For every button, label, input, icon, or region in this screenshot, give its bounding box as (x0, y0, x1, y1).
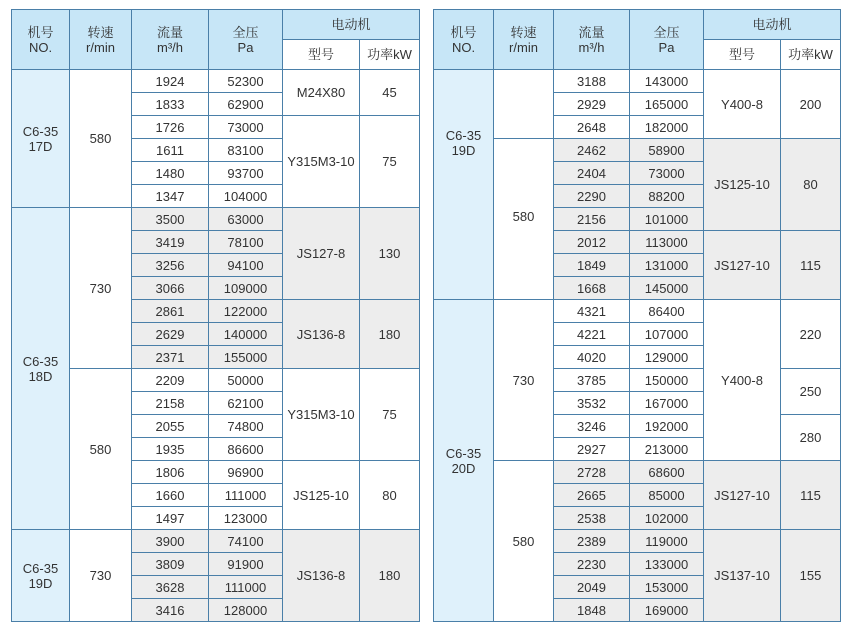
header-motor-type: 型号 (704, 40, 781, 70)
motor-power-cell: 130 (360, 208, 420, 300)
motor-type-cell: Y400-8 (704, 300, 781, 461)
flow-cell: 2055 (132, 415, 209, 438)
motor-power-cell: 80 (781, 139, 841, 231)
flow-cell: 3785 (554, 369, 630, 392)
flow-cell: 2156 (554, 208, 630, 231)
motor-power-cell: 280 (781, 415, 841, 461)
flow-cell: 2929 (554, 93, 630, 116)
header-speed: 转速 r/min (494, 10, 554, 70)
flow-cell: 3188 (554, 70, 630, 93)
pressure-cell: 68600 (630, 461, 704, 484)
motor-power-cell: 180 (360, 300, 420, 369)
pressure-cell: 73000 (630, 162, 704, 185)
flow-cell: 3066 (132, 277, 209, 300)
pressure-cell: 122000 (209, 300, 283, 323)
flow-cell: 1497 (132, 507, 209, 530)
speed-cell (494, 70, 554, 139)
pressure-cell: 128000 (209, 599, 283, 622)
flow-cell: 3416 (132, 599, 209, 622)
motor-power-cell: 200 (781, 70, 841, 139)
flow-cell: 1668 (554, 277, 630, 300)
flow-cell: 2290 (554, 185, 630, 208)
pressure-cell: 153000 (630, 576, 704, 599)
pressure-cell: 74100 (209, 530, 283, 553)
flow-cell: 2158 (132, 392, 209, 415)
speed-cell: 580 (494, 139, 554, 300)
flow-cell: 3419 (132, 231, 209, 254)
pressure-cell: 102000 (630, 507, 704, 530)
pressure-cell: 182000 (630, 116, 704, 139)
motor-type-cell: Y315M3-10 (283, 116, 360, 208)
header-flow: 流量 m³/h (554, 10, 630, 70)
motor-power-cell: 155 (781, 530, 841, 622)
pressure-cell: 123000 (209, 507, 283, 530)
flow-cell: 1347 (132, 185, 209, 208)
pressure-cell: 213000 (630, 438, 704, 461)
pressure-cell: 131000 (630, 254, 704, 277)
flow-cell: 2404 (554, 162, 630, 185)
speed-cell: 580 (70, 369, 132, 530)
pressure-cell: 133000 (630, 553, 704, 576)
pressure-cell: 113000 (630, 231, 704, 254)
pressure-cell: 140000 (209, 323, 283, 346)
motor-type-cell: JS137-10 (704, 530, 781, 622)
flow-cell: 2462 (554, 139, 630, 162)
motor-type-cell: Y400-8 (704, 70, 781, 139)
flow-cell: 2049 (554, 576, 630, 599)
header-pressure: 全压 Pa (630, 10, 704, 70)
flow-cell: 3628 (132, 576, 209, 599)
pressure-cell: 145000 (630, 277, 704, 300)
motor-type-cell: JS125-10 (704, 139, 781, 231)
flow-cell: 3256 (132, 254, 209, 277)
pressure-cell: 78100 (209, 231, 283, 254)
pressure-cell: 143000 (630, 70, 704, 93)
fan-spec-table-left (11, 9, 420, 622)
pressure-cell: 165000 (630, 93, 704, 116)
flow-cell: 4020 (554, 346, 630, 369)
pressure-cell: 96900 (209, 461, 283, 484)
pressure-cell: 155000 (209, 346, 283, 369)
header-motor-type: 型号 (283, 40, 360, 70)
flow-cell: 2665 (554, 484, 630, 507)
flow-cell: 2629 (132, 323, 209, 346)
header-flow: 流量 m³/h (132, 10, 209, 70)
flow-cell: 2648 (554, 116, 630, 139)
flow-cell: 1660 (132, 484, 209, 507)
flow-cell: 2861 (132, 300, 209, 323)
model-cell: C6-35 19D (12, 530, 70, 622)
motor-type-cell: JS136-8 (283, 300, 360, 369)
pressure-cell: 104000 (209, 185, 283, 208)
header-motor: 电动机 (704, 10, 841, 40)
motor-power-cell: 115 (781, 231, 841, 300)
flow-cell: 1726 (132, 116, 209, 139)
motor-power-cell: 115 (781, 461, 841, 530)
pressure-cell: 107000 (630, 323, 704, 346)
header-motor: 电动机 (283, 10, 420, 40)
motor-type-cell: JS127-10 (704, 461, 781, 530)
pressure-cell: 74800 (209, 415, 283, 438)
pressure-cell: 111000 (209, 484, 283, 507)
speed-cell: 730 (70, 530, 132, 622)
pressure-cell: 119000 (630, 530, 704, 553)
pressure-cell: 91900 (209, 553, 283, 576)
motor-power-cell: 220 (781, 300, 841, 369)
header-speed: 转速 r/min (70, 10, 132, 70)
motor-power-cell: 75 (360, 369, 420, 461)
pressure-cell: 93700 (209, 162, 283, 185)
flow-cell: 2538 (554, 507, 630, 530)
pressure-cell: 73000 (209, 116, 283, 139)
speed-cell: 580 (70, 70, 132, 208)
flow-cell: 3500 (132, 208, 209, 231)
header-model: 机号 NO. (434, 10, 494, 70)
model-cell: C6-35 20D (434, 300, 494, 622)
flow-cell: 1833 (132, 93, 209, 116)
motor-type-cell: JS127-10 (704, 231, 781, 300)
flow-cell: 3246 (554, 415, 630, 438)
model-cell: C6-35 17D (12, 70, 70, 208)
flow-cell: 1935 (132, 438, 209, 461)
pressure-cell: 109000 (209, 277, 283, 300)
motor-power-cell: 45 (360, 70, 420, 116)
speed-cell: 730 (70, 208, 132, 369)
pressure-cell: 129000 (630, 346, 704, 369)
speed-cell: 580 (494, 461, 554, 622)
pressure-cell: 83100 (209, 139, 283, 162)
flow-cell: 2389 (554, 530, 630, 553)
flow-cell: 1849 (554, 254, 630, 277)
pressure-cell: 150000 (630, 369, 704, 392)
pressure-cell: 62100 (209, 392, 283, 415)
fan-spec-table-right (433, 9, 841, 622)
header-model: 机号 NO. (12, 10, 70, 70)
motor-power-cell: 80 (360, 461, 420, 530)
motor-type-cell: JS125-10 (283, 461, 360, 530)
flow-cell: 2927 (554, 438, 630, 461)
pressure-cell: 101000 (630, 208, 704, 231)
motor-type-cell: Y315M3-10 (283, 369, 360, 461)
motor-power-cell: 250 (781, 369, 841, 415)
motor-type-cell: JS127-8 (283, 208, 360, 300)
model-cell: C6-35 19D (434, 70, 494, 300)
pressure-cell: 85000 (630, 484, 704, 507)
speed-cell: 730 (494, 300, 554, 461)
flow-cell: 2371 (132, 346, 209, 369)
flow-cell: 2728 (554, 461, 630, 484)
flow-cell: 1480 (132, 162, 209, 185)
flow-cell: 1611 (132, 139, 209, 162)
pressure-cell: 63000 (209, 208, 283, 231)
flow-cell: 4221 (554, 323, 630, 346)
model-cell: C6-35 18D (12, 208, 70, 530)
motor-type-cell: JS136-8 (283, 530, 360, 622)
flow-cell: 4321 (554, 300, 630, 323)
flow-cell: 2230 (554, 553, 630, 576)
header-pressure: 全压 Pa (209, 10, 283, 70)
motor-power-cell: 180 (360, 530, 420, 622)
pressure-cell: 167000 (630, 392, 704, 415)
flow-cell: 1848 (554, 599, 630, 622)
pressure-cell: 62900 (209, 93, 283, 116)
flow-cell: 3532 (554, 392, 630, 415)
flow-cell: 1924 (132, 70, 209, 93)
pressure-cell: 58900 (630, 139, 704, 162)
header-motor-power: 功率kW (360, 40, 420, 70)
flow-cell: 1806 (132, 461, 209, 484)
motor-power-cell: 75 (360, 116, 420, 208)
pressure-cell: 52300 (209, 70, 283, 93)
pressure-cell: 86600 (209, 438, 283, 461)
pressure-cell: 88200 (630, 185, 704, 208)
pressure-cell: 94100 (209, 254, 283, 277)
flow-cell: 2209 (132, 369, 209, 392)
motor-type-cell: M24X80 (283, 70, 360, 116)
header-motor-power: 功率kW (781, 40, 841, 70)
pressure-cell: 50000 (209, 369, 283, 392)
pressure-cell: 169000 (630, 599, 704, 622)
flow-cell: 3809 (132, 553, 209, 576)
pressure-cell: 192000 (630, 415, 704, 438)
pressure-cell: 111000 (209, 576, 283, 599)
flow-cell: 3900 (132, 530, 209, 553)
pressure-cell: 86400 (630, 300, 704, 323)
flow-cell: 2012 (554, 231, 630, 254)
